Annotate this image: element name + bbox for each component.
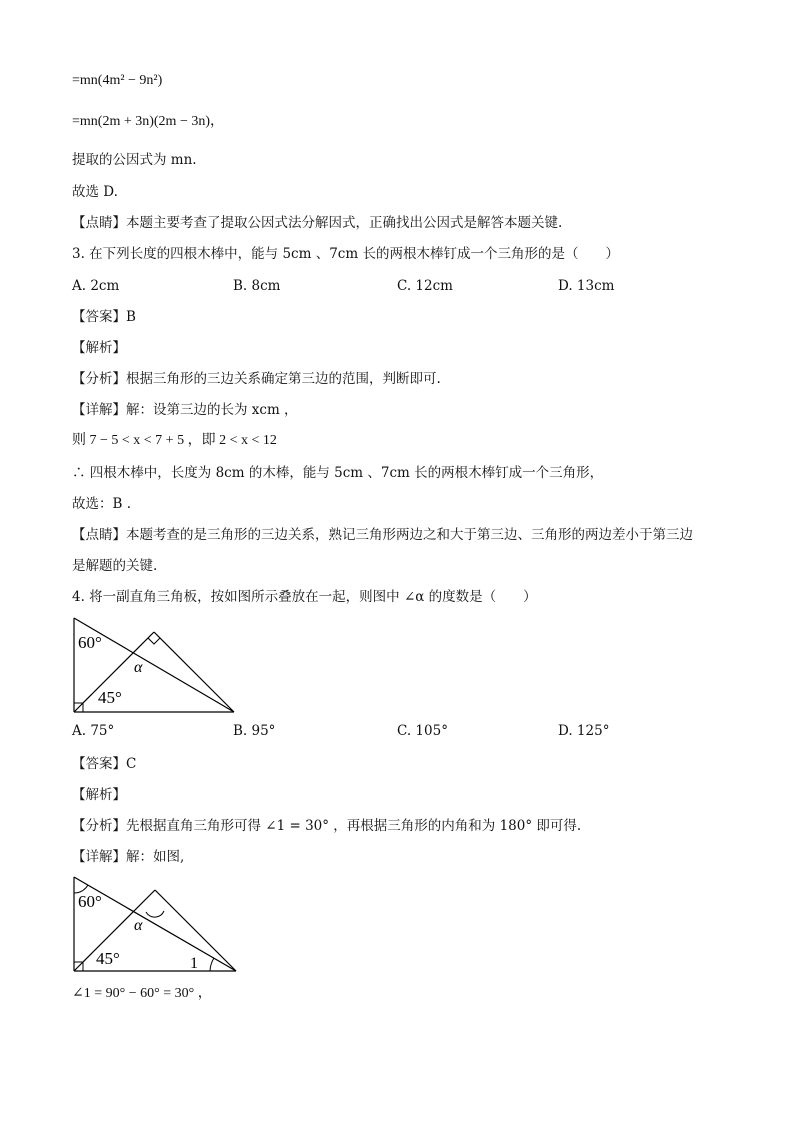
analysis-q3: 【分析】根据三角形的三边关系确定第三边的范围，判断即可.	[72, 371, 441, 387]
angle-45-label-solution: 45°	[96, 949, 120, 968]
q4-option-b: B. 95°	[233, 723, 276, 739]
answer-q3: 【答案】B	[72, 309, 136, 325]
expr-line-2: =mn(2m + 3n)(2m − 3n)，	[72, 114, 225, 129]
q3-option-a: A. 2cm	[72, 278, 120, 294]
q4-option-a: A. 75°	[72, 723, 115, 739]
question-4: 4. 将一副直角三角板，按如图所示叠放在一起，则图中 ∠α 的度数是（ ）	[72, 589, 537, 605]
question-3: 3. 在下列长度的四根木棒中，能与 5cm 、7cm 长的两根木棒钉成一个三角形的是（ ）	[72, 246, 619, 262]
q3-option-c: C. 12cm	[397, 278, 453, 294]
inequality-line: 则 7 − 5 < x < 7 + 5 ，即 2 < x < 12	[72, 433, 277, 448]
detail-q4: 【详解】解：如图,	[72, 849, 185, 865]
angle-1-label: 1	[190, 955, 198, 972]
analysis-header-q4: 【解析】	[72, 787, 126, 803]
q3-option-b: B. 8cm	[233, 278, 281, 294]
analysis-header-q3: 【解析】	[72, 340, 126, 356]
therefore-line: ∴ 四根木棒中，长度为 8cm 的木棒，能与 5cm 、7cm 长的两根木棒钉成一个三角形，	[72, 465, 604, 481]
angle-60-label-solution: 60°	[78, 892, 102, 911]
angle-45-label: 45°	[98, 688, 122, 707]
angle-60-label: 60°	[78, 633, 102, 652]
triangle-figure-question	[72, 614, 242, 718]
comment-q3-part2: 是解题的关键.	[72, 558, 158, 574]
analysis-q4: 【分析】先根据直角三角形可得 ∠1 = 30° ，再根据三角形的内角和为 180° 即可得.	[72, 818, 582, 834]
common-factor-line: 提取的公因式为 mn.	[72, 152, 197, 168]
choice-line-q2: 故选 D.	[72, 184, 118, 200]
choice-line-q3: 故选：B .	[72, 496, 132, 512]
answer-q4: 【答案】C	[72, 756, 137, 772]
triangle-figure-solution	[72, 873, 242, 977]
detail-q3: 【详解】解：设第三边的长为 xcm ，	[72, 402, 298, 418]
q4-option-c: C. 105°	[397, 723, 448, 739]
final-calculation: ∠1 = 90° − 60° = 30° ，	[72, 986, 212, 1001]
angle-alpha-label: α	[134, 659, 143, 676]
q3-option-d: D. 13cm	[558, 278, 615, 294]
expr-line-1: =mn(4m² − 9n²)	[72, 73, 163, 88]
q4-option-d: D. 125°	[558, 723, 610, 739]
comment-q3-part1: 【点睛】本题考查的是三角形的三边关系，熟记三角形两边之和大于第三边、三角形的两边差小于第三边	[72, 527, 693, 543]
angle-alpha-label-solution: α	[134, 917, 143, 934]
comment-q2: 【点睛】本题主要考查了提取公因式法分解因式，正确找出公因式是解答本题关键.	[72, 215, 563, 231]
